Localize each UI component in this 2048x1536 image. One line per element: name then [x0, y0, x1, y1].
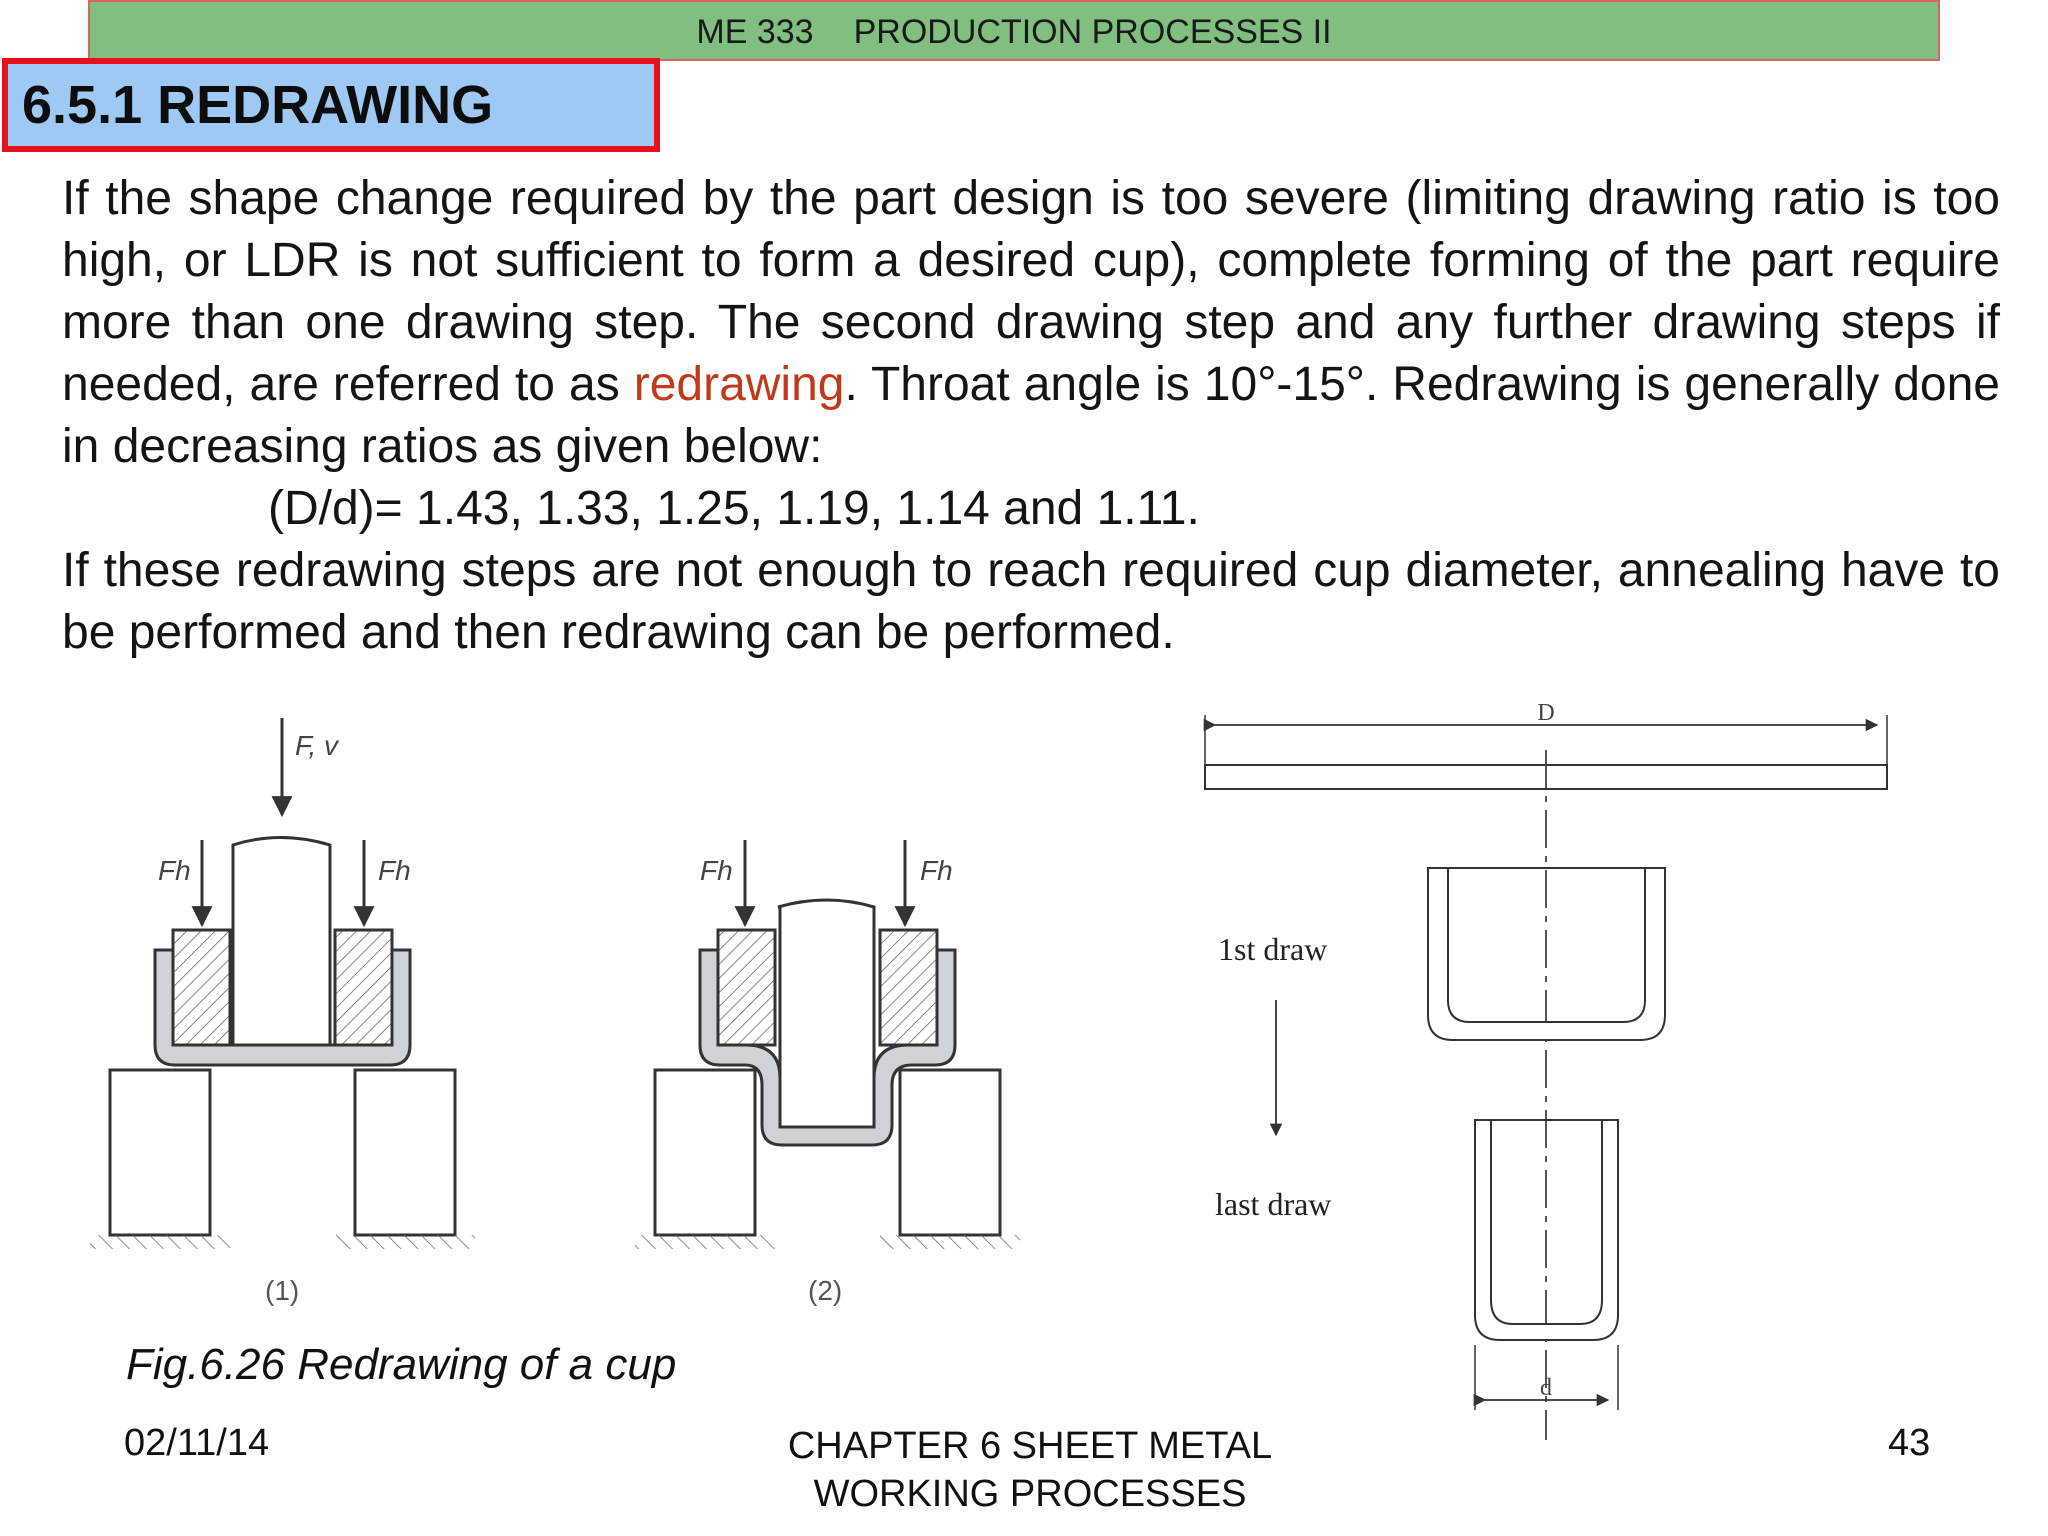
holder-force-label: Fh — [700, 855, 733, 886]
ground-hatch — [335, 1235, 475, 1249]
holder-force-label: Fh — [920, 855, 953, 886]
stage-1-label: (1) — [265, 1275, 300, 1306]
figure-caption: Fig.6.26 Redrawing of a cup — [126, 1340, 677, 1389]
stage-2-label: (2) — [808, 1275, 843, 1306]
blank-holder — [335, 930, 392, 1045]
force-label: F, v — [295, 730, 339, 761]
punch — [778, 900, 874, 1127]
footer-chapter: CHAPTER 6 SHEET METAL WORKING PROCESSES — [787, 1425, 1273, 1515]
highlight-term: redrawing — [633, 358, 845, 411]
blank-holder — [718, 930, 775, 1045]
holder-force-label: Fh — [158, 855, 191, 886]
draw-sequence-diagram — [1205, 700, 1887, 1440]
first-draw-label: 1st draw — [1218, 931, 1328, 967]
dimension-D-label: D — [1537, 700, 1555, 726]
ratio-line: (D/d)= 1.43, 1.33, 1.25, 1.19, 1.14 and 1.11. — [268, 482, 1200, 535]
blank-holder — [173, 930, 230, 1045]
course-code: ME 333 — [696, 13, 814, 51]
punch — [233, 838, 330, 1046]
paragraph-1: If the shape change required by the part design is too severe (limiting drawing ratio is too high, or LDR is not sufficient to form a desired cup), complete forming of the part require more than one drawing step. The second drawing step and any further drawing steps if needed, are referred to as redrawing. Throat angle is 10°-15°. Redrawing is generally done in decreasing ratios as given below: — [62, 172, 2001, 473]
stage-1-diagram — [90, 718, 475, 1306]
ground-hatch — [635, 1235, 775, 1249]
footer-date: 02/11/14 — [124, 1422, 270, 1464]
stage-2-diagram — [635, 840, 1020, 1306]
die-left — [110, 1070, 455, 1235]
holder-force-label: Fh — [378, 855, 411, 886]
page-number: 43 — [1888, 1422, 1931, 1464]
last-draw-label: last draw — [1215, 1186, 1332, 1222]
course-title: PRODUCTION PROCESSES II — [853, 13, 1332, 51]
paragraph-2: If these redrawing steps are not enough to reach required cup diameter, annealing have to be performed and then redrawing can be performed. — [62, 544, 2000, 659]
dimension-d-label: d — [1540, 1375, 1552, 1401]
blank-holder — [880, 930, 937, 1045]
ground-hatch — [90, 1235, 230, 1249]
slide-title: 6.5.1 REDRAWING — [22, 75, 494, 135]
ground-hatch — [880, 1235, 1020, 1249]
